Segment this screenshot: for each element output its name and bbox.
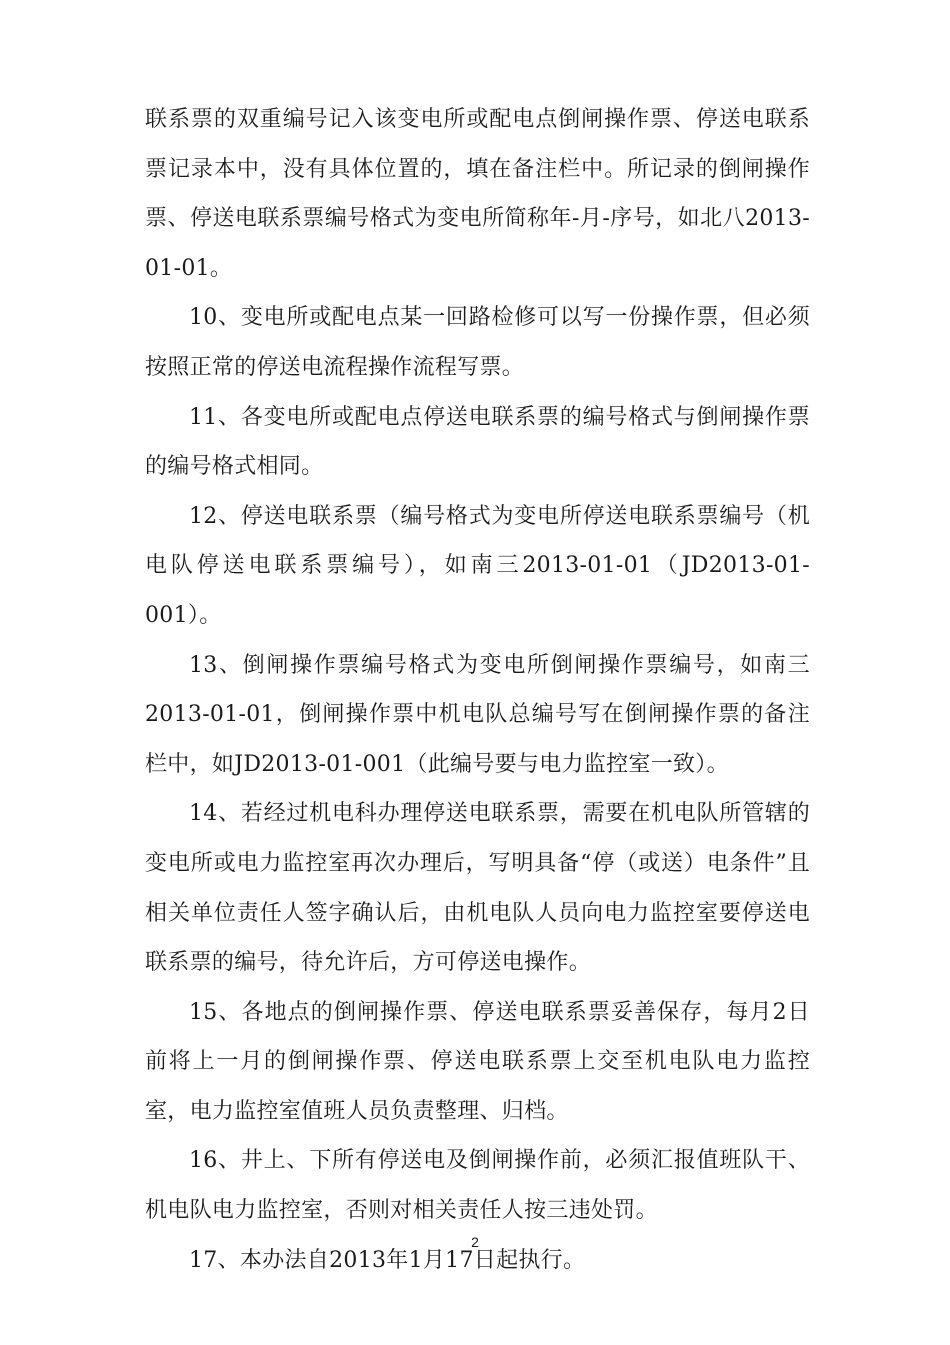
paragraph: 16、井上、下所有停送电及倒闸操作前，必须汇报值班队干、机电队电力监控室，否则对相关责任人按三违处罚。 <box>145 1148 810 1224</box>
paragraph: 15、各地点的倒闸操作票、停送电联系票妥善保存，每月2日前将上一月的倒闸操作票、停送电联系票上交至机电队电力监控室，电力监控室值班人员负责整理、归档。 <box>145 999 810 1124</box>
paragraph: 14、若经过机电科办理停送电联系票，需要在机电队所管辖的变电所或电力监控室再次办理后，写明具备“停（或送）电条件”且相关单位责任人签字确认后，由机电队人员向电力监控室要停送电联系票的编号，待允许后，方可停送电操作。 <box>145 801 810 976</box>
paragraph: 13、倒闸操作票编号格式为变电所倒闸操作票编号，如南三2013-01-01，倒闸操作票中机电队总编号写在倒闸操作票的备注栏中，如JD2013-01-001（此编号要与电力监控室一致）。 <box>145 652 810 777</box>
page-number: 2 <box>471 1234 479 1250</box>
paragraph: 17、本办法自2013年1月17日起执行。 <box>189 1247 586 1273</box>
paragraph: 联系票的双重编号记入该变电所或配电点倒闸操作票、停送电联系票记录本中，没有具体位置的，填在备注栏中。所记录的倒闸操作票、停送电联系票编号格式为变电所简称年-月-序号，如北八2013-01-01。 <box>145 107 810 281</box>
paragraph: 11、各变电所或配电点停送电联系票的编号格式与倒闸操作票的编号格式相同。 <box>145 404 810 480</box>
document-body <box>145 95 810 1285</box>
paragraph: 12、停送电联系票（编号格式为变电所停送电联系票编号（机电队停送电联系票编号），如南三2013-01-01（JD2013-01-001）。 <box>145 503 810 628</box>
paragraph: 10、变电所或配电点某一回路检修可以写一份操作票，但必须按照正常的停送电流程操作流程写票。 <box>145 305 810 380</box>
